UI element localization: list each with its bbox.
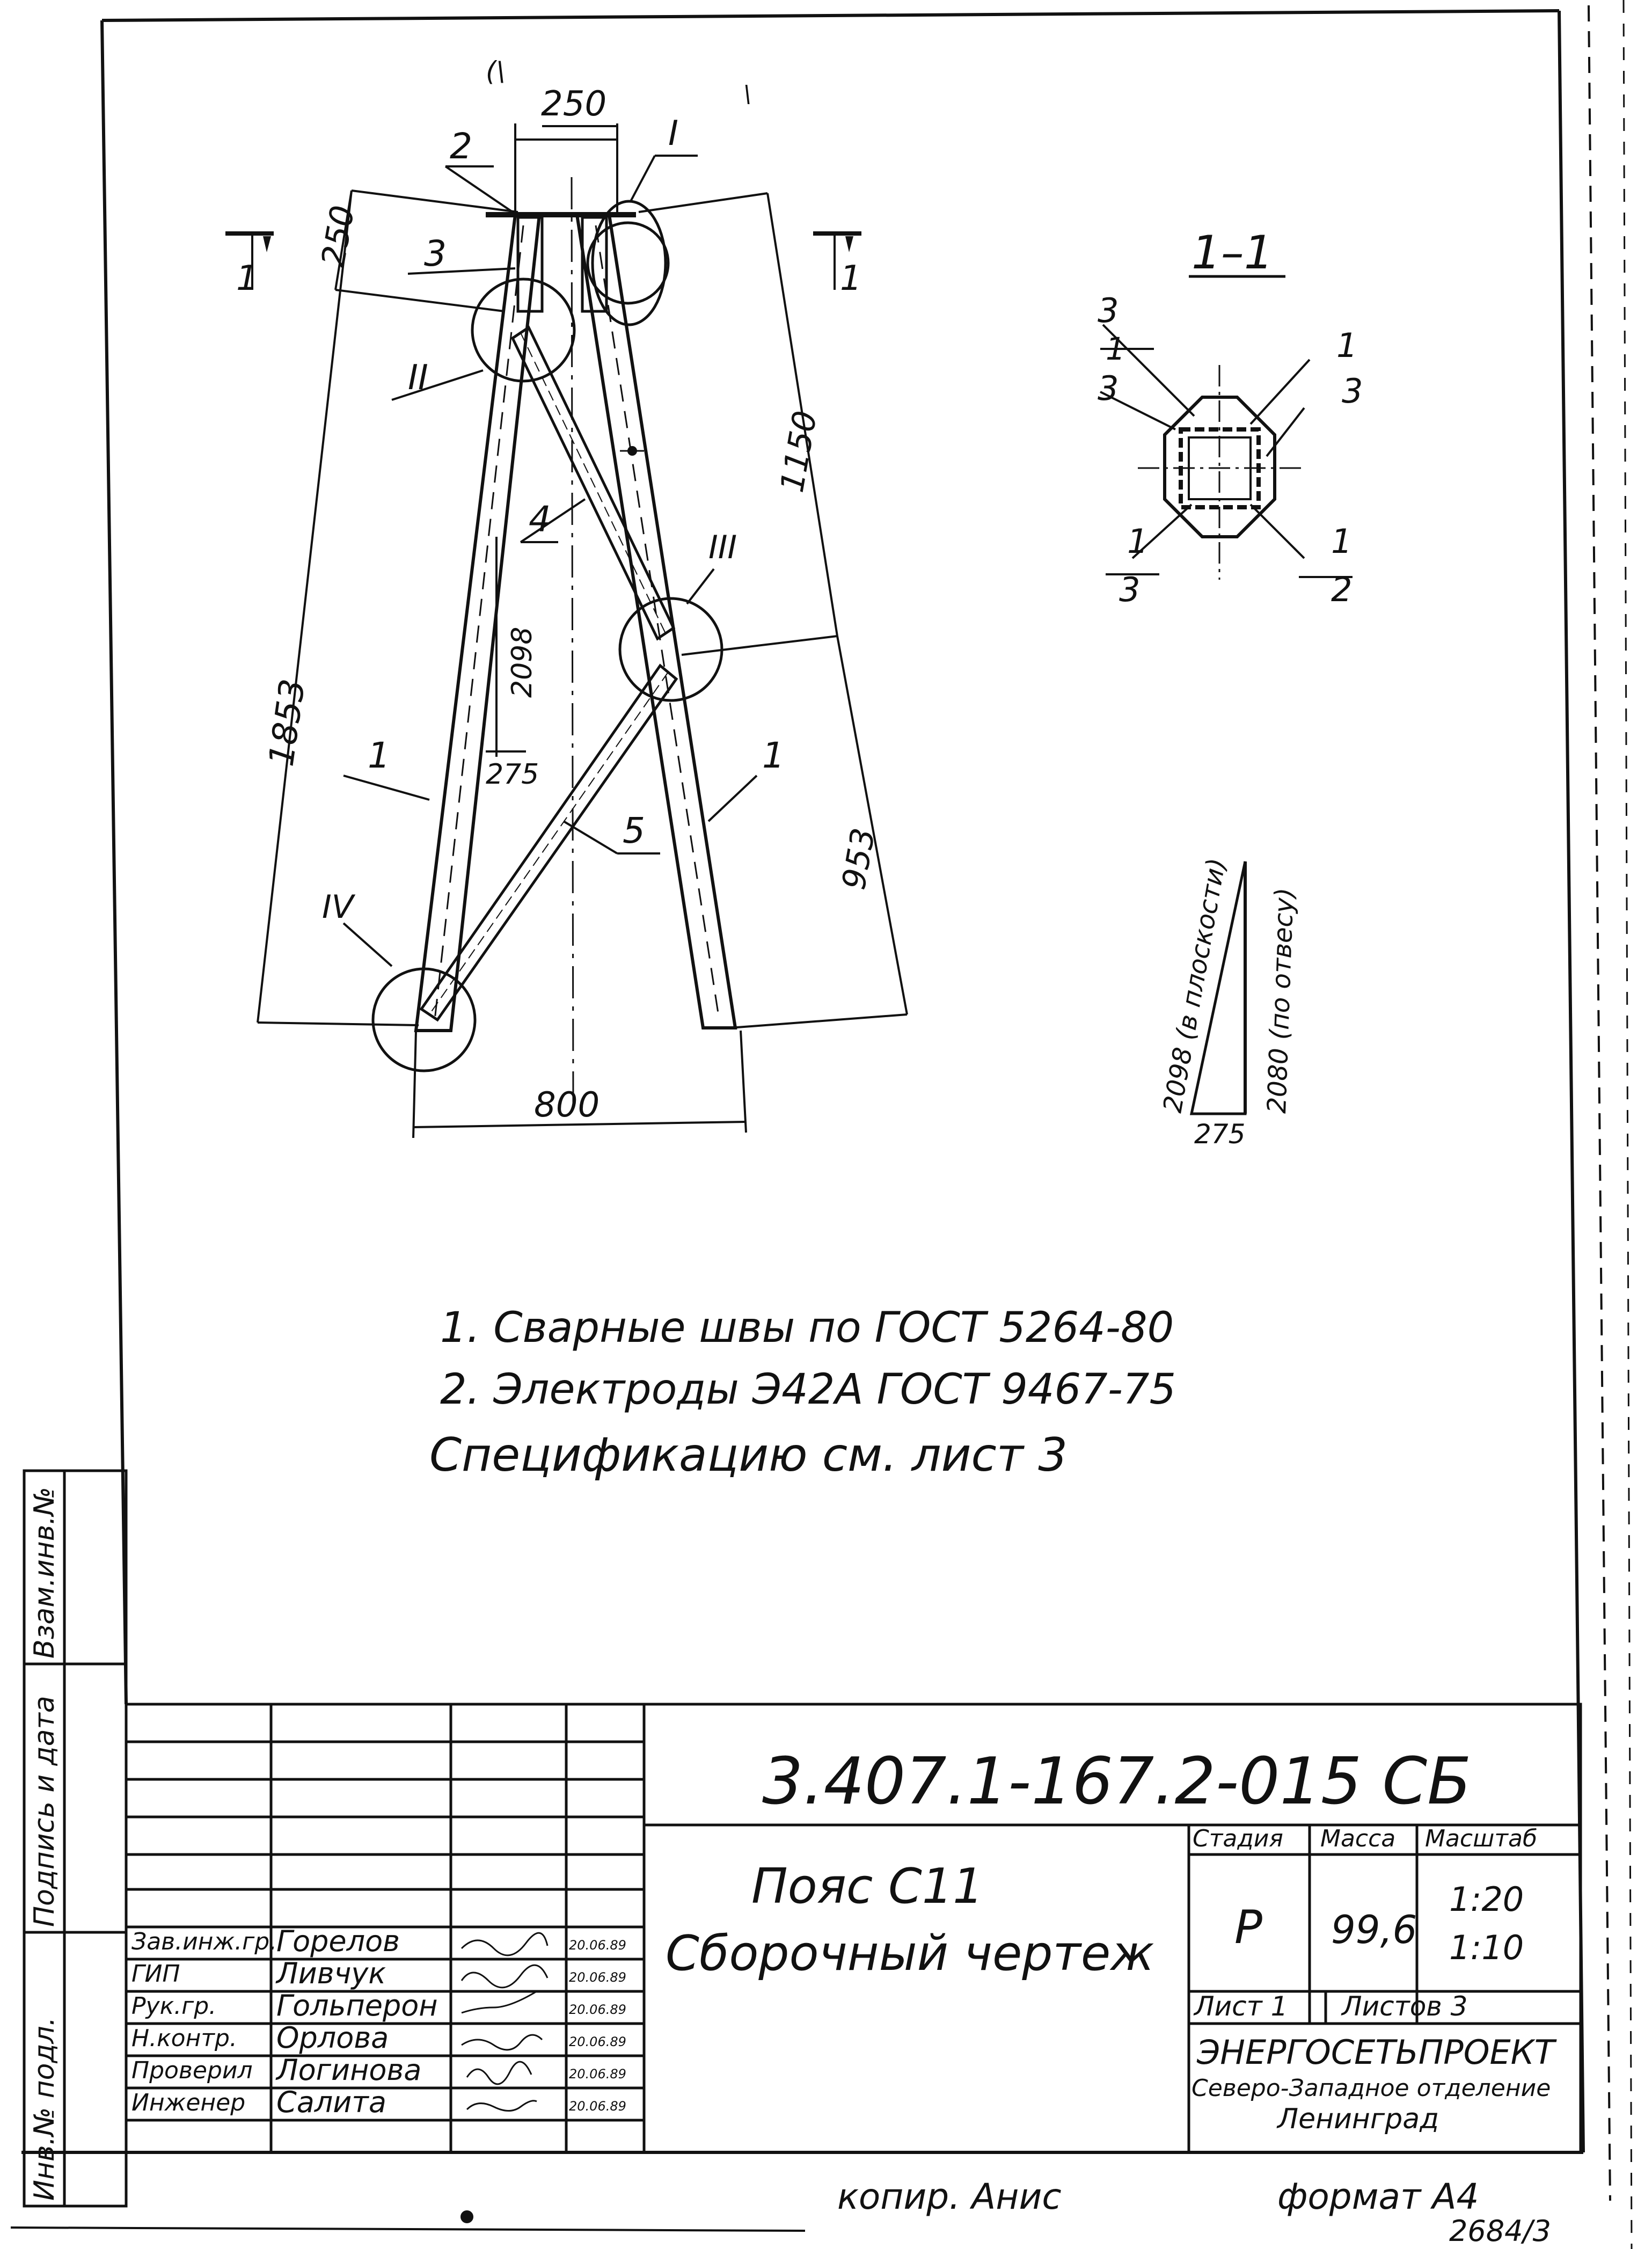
sheets-total: Листов 3	[1342, 1991, 1468, 2022]
triangle-vert-label: 2080 (по отвесу)	[1262, 887, 1300, 1114]
section-label-tr-top: 1	[1336, 326, 1358, 365]
section-label-bl-bot: 3	[1119, 570, 1141, 609]
title-name-line2: Сборочный чертеж	[666, 1925, 1154, 1982]
callout-node-II: II	[408, 358, 428, 398]
section-mark-left: 1	[236, 259, 258, 298]
footer-copied: копир. Анис	[837, 2176, 1062, 2217]
misc-mark-2: \	[743, 81, 751, 108]
footer-number: 2684/3	[1449, 2214, 1551, 2248]
note-1: 1. Сварные швы по ГОСТ 5264-80	[440, 1304, 1174, 1352]
dim-small-offset: 275	[486, 758, 539, 791]
callout-part3: 3	[424, 233, 447, 274]
stage-value: Р	[1234, 1901, 1262, 1954]
right-leg-part1	[577, 215, 735, 1028]
scale-value-2: 1:10	[1449, 1928, 1524, 1967]
role-label: ГИП	[131, 1960, 180, 1988]
callout-part1-left: 1	[368, 735, 390, 776]
triangle-hyp-label: 2098 (в плоскости)	[1157, 856, 1232, 1115]
title-code: 3.407.1-167.2-015 СБ	[762, 1744, 1472, 1819]
note-3: Спецификацию см. лист 3	[429, 1428, 1068, 1482]
org-line1: ЭНЕРГОСЕТЬПРОЕКТ	[1197, 2033, 1555, 2072]
section-label-tr-bot: 3	[1342, 371, 1363, 411]
callout-part4: 4	[529, 499, 551, 540]
dim-plumb-height: 2098	[506, 626, 538, 698]
side-stamp-podpis: Подпись и дата	[28, 1696, 61, 1927]
callout-node-IV: IV	[322, 888, 354, 926]
stage-header: Стадия	[1193, 1825, 1283, 1852]
role-name: Горелов	[276, 1924, 400, 1958]
role-date: 20.06.89	[569, 2099, 626, 2114]
left-leg-part1	[416, 215, 539, 1031]
role-name: Орлова	[276, 2021, 389, 2055]
node-I-circle	[588, 223, 668, 303]
assembly-drawing	[225, 56, 907, 1138]
dim-left-length: 1853	[261, 676, 313, 769]
role-date: 20.06.89	[569, 2002, 626, 2017]
signature-rows	[131, 1924, 626, 2119]
role-name: Логинова	[276, 2053, 422, 2087]
slope-triangle	[1158, 856, 1300, 1150]
callout-node-I: I	[668, 114, 678, 154]
role-label: Рук.гр.	[131, 1992, 217, 2020]
callout-part5: 5	[623, 810, 645, 851]
node-IV-circle	[373, 969, 475, 1071]
dim-right-length: 1150	[773, 408, 825, 495]
role-label: Проверил	[131, 2057, 253, 2084]
org-line3: Ленинград	[1277, 2103, 1439, 2135]
section-label-br-bot: 2	[1331, 570, 1353, 609]
section-label-tl-top: 3	[1098, 291, 1119, 330]
callout-part1-right: 1	[762, 735, 785, 776]
side-stamp-vzam: Взам.инв.№	[28, 1487, 61, 1659]
misc-mark-1: (\	[486, 56, 506, 87]
role-name: Гольперон	[276, 1989, 438, 2022]
dim-top-width: 250	[541, 84, 607, 124]
section-mark-right: 1	[840, 259, 862, 298]
section-label-bl-top: 1	[1127, 522, 1149, 561]
role-date: 20.06.89	[569, 1970, 626, 1985]
role-date: 20.06.89	[569, 2067, 626, 2082]
footer-format: формат А4	[1277, 2176, 1479, 2217]
mass-header: Масса	[1320, 1825, 1396, 1852]
section-label-tl-bot: 1	[1106, 331, 1125, 367]
section-title: 1–1	[1192, 226, 1274, 280]
role-date: 20.06.89	[569, 1938, 626, 1953]
mass-value: 99,6	[1331, 1907, 1417, 1952]
scale-header: Масштаб	[1425, 1825, 1538, 1852]
side-stamp-inv: Инв.№ подл.	[28, 2017, 61, 2201]
role-name: Салита	[276, 2085, 386, 2119]
triangle-base-label: 275	[1194, 1119, 1246, 1150]
sheet-number: Лист 1	[1194, 1991, 1288, 2022]
callout-node-III: III	[708, 529, 737, 566]
notes	[429, 1304, 1176, 1482]
title-name-line1: Пояс С11	[751, 1858, 984, 1915]
section-label-tl2: 3	[1098, 369, 1119, 408]
role-label: Зав.инж.гр.	[131, 1928, 277, 1955]
dim-leg-offset: 250	[314, 202, 362, 270]
role-name: Ливчук	[276, 1956, 386, 1990]
dim-lower-right: 953	[835, 825, 883, 893]
role-label: Инженер	[131, 2089, 246, 2116]
section-label-br-top: 1	[1331, 522, 1353, 561]
role-date: 20.06.89	[569, 2034, 626, 2049]
section-1-1	[1098, 226, 1363, 609]
scale-value-1: 1:20	[1449, 1880, 1524, 1919]
dim-bottom-width: 800	[534, 1085, 600, 1125]
org-line2: Северо-Западное отделение	[1192, 2075, 1551, 2102]
callout-part2: 2	[450, 126, 472, 167]
note-2: 2. Электроды Э42А ГОСТ 9467-75	[440, 1366, 1176, 1414]
role-label: Н.контр.	[131, 2025, 237, 2052]
